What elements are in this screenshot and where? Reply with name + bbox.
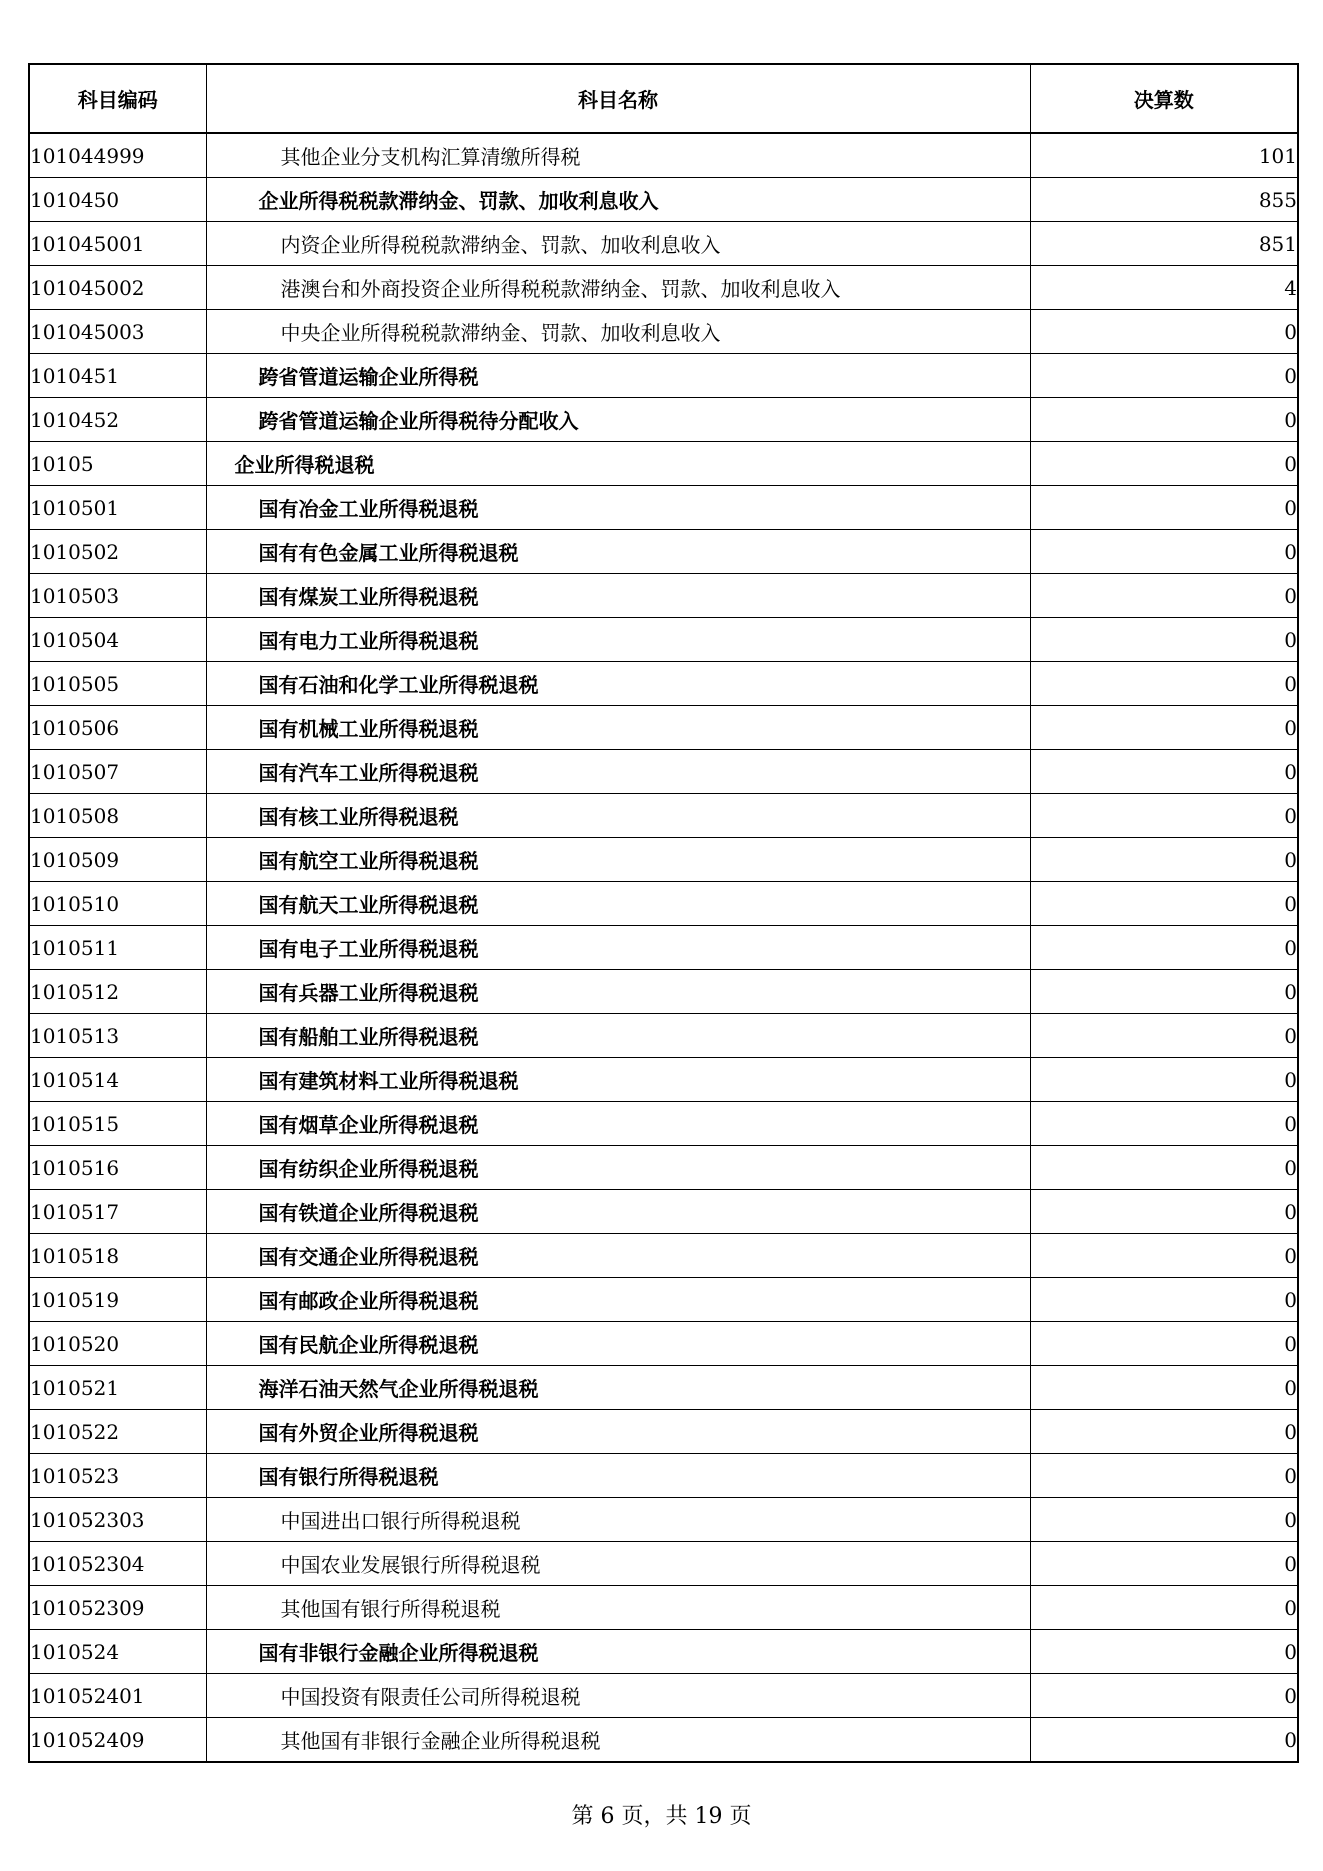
table-row [29, 1498, 1298, 1542]
column-header-amount: 决算数 [1030, 64, 1298, 133]
row-amount-cell: 0 [1030, 1014, 1298, 1058]
row-amount-cell: 0 [1030, 1630, 1298, 1674]
row-name-cell: 跨省管道运输企业所得税待分配收入 [206, 398, 1030, 442]
table-row [29, 266, 1298, 310]
row-amount-cell: 0 [1030, 1366, 1298, 1410]
table-row [29, 706, 1298, 750]
row-name-cell: 企业所得税税款滞纳金、罚款、加收利息收入 [206, 178, 1030, 222]
table-row [29, 1014, 1298, 1058]
row-amount-cell: 0 [1030, 794, 1298, 838]
row-code-cell: 1010451 [29, 354, 206, 398]
row-amount-cell: 0 [1030, 750, 1298, 794]
table-row [29, 1058, 1298, 1102]
row-name-cell: 国有邮政企业所得税退税 [206, 1278, 1030, 1322]
row-name-cell: 跨省管道运输企业所得税 [206, 354, 1030, 398]
row-amount-cell: 0 [1030, 310, 1298, 354]
row-amount-cell: 0 [1030, 1498, 1298, 1542]
row-amount-cell: 0 [1030, 1542, 1298, 1586]
table-row [29, 354, 1298, 398]
table-row [29, 1322, 1298, 1366]
table-row [29, 1278, 1298, 1322]
table-row [29, 1586, 1298, 1630]
row-code-cell: 1010518 [29, 1234, 206, 1278]
row-amount-cell: 0 [1030, 838, 1298, 882]
budget-table [28, 63, 1299, 1763]
table-body [29, 133, 1298, 1762]
row-name-cell: 国有航空工业所得税退税 [206, 838, 1030, 882]
row-code-cell: 1010510 [29, 882, 206, 926]
table-row [29, 882, 1298, 926]
row-amount-cell: 0 [1030, 1190, 1298, 1234]
row-name-cell: 国有兵器工业所得税退税 [206, 970, 1030, 1014]
row-name-cell: 其他国有银行所得税退税 [206, 1586, 1030, 1630]
row-name-cell: 国有银行所得税退税 [206, 1454, 1030, 1498]
row-code-cell: 1010515 [29, 1102, 206, 1146]
row-code-cell: 1010509 [29, 838, 206, 882]
row-code-cell: 101044999 [29, 133, 206, 178]
row-code-cell: 1010452 [29, 398, 206, 442]
table-row [29, 222, 1298, 266]
table-row [29, 1674, 1298, 1718]
row-code-cell: 101045001 [29, 222, 206, 266]
table-row [29, 1542, 1298, 1586]
row-code-cell: 101052401 [29, 1674, 206, 1718]
row-amount-cell: 0 [1030, 1718, 1298, 1763]
row-amount-cell: 0 [1030, 530, 1298, 574]
table-row [29, 1102, 1298, 1146]
row-amount-cell: 0 [1030, 926, 1298, 970]
table-row [29, 1146, 1298, 1190]
row-name-cell: 中国农业发展银行所得税退税 [206, 1542, 1030, 1586]
row-amount-cell: 851 [1030, 222, 1298, 266]
table-row [29, 1366, 1298, 1410]
row-amount-cell: 0 [1030, 398, 1298, 442]
row-code-cell: 1010503 [29, 574, 206, 618]
row-code-cell: 101052309 [29, 1586, 206, 1630]
row-name-cell: 国有机械工业所得税退税 [206, 706, 1030, 750]
row-name-cell: 国有石油和化学工业所得税退税 [206, 662, 1030, 706]
row-amount-cell: 0 [1030, 1454, 1298, 1498]
table-row [29, 1234, 1298, 1278]
column-header-code: 科目编码 [29, 64, 206, 133]
row-code-cell: 1010506 [29, 706, 206, 750]
table-row [29, 442, 1298, 486]
table-row [29, 178, 1298, 222]
row-name-cell: 国有烟草企业所得税退税 [206, 1102, 1030, 1146]
row-name-cell: 国有煤炭工业所得税退税 [206, 574, 1030, 618]
row-code-cell: 1010502 [29, 530, 206, 574]
page-footer: 第 6 页，共 19 页 [571, 1804, 752, 1829]
row-name-cell: 海洋石油天然气企业所得税退税 [206, 1366, 1030, 1410]
row-name-cell: 内资企业所得税税款滞纳金、罚款、加收利息收入 [206, 222, 1030, 266]
table-row [29, 838, 1298, 882]
row-amount-cell: 855 [1030, 178, 1298, 222]
row-name-cell: 国有汽车工业所得税退税 [206, 750, 1030, 794]
row-code-cell: 101052304 [29, 1542, 206, 1586]
row-amount-cell: 0 [1030, 1102, 1298, 1146]
row-name-cell: 中央企业所得税税款滞纳金、罚款、加收利息收入 [206, 310, 1030, 354]
row-name-cell: 国有非银行金融企业所得税退税 [206, 1630, 1030, 1674]
row-code-cell: 101045003 [29, 310, 206, 354]
row-name-cell: 国有电力工业所得税退税 [206, 618, 1030, 662]
row-code-cell: 1010504 [29, 618, 206, 662]
row-amount-cell: 0 [1030, 1058, 1298, 1102]
row-name-cell: 其他国有非银行金融企业所得税退税 [206, 1718, 1030, 1763]
table-row [29, 574, 1298, 618]
row-name-cell: 国有交通企业所得税退税 [206, 1234, 1030, 1278]
row-amount-cell: 0 [1030, 1586, 1298, 1630]
row-amount-cell: 0 [1030, 1234, 1298, 1278]
row-amount-cell: 4 [1030, 266, 1298, 310]
row-name-cell: 国有电子工业所得税退税 [206, 926, 1030, 970]
row-name-cell: 国有纺织企业所得税退税 [206, 1146, 1030, 1190]
table-row [29, 662, 1298, 706]
row-code-cell: 1010501 [29, 486, 206, 530]
row-name-cell: 国有冶金工业所得税退税 [206, 486, 1030, 530]
table-row [29, 1630, 1298, 1674]
row-amount-cell: 0 [1030, 882, 1298, 926]
row-amount-cell: 0 [1030, 354, 1298, 398]
row-code-cell: 1010520 [29, 1322, 206, 1366]
table-row [29, 1718, 1298, 1763]
row-amount-cell: 0 [1030, 1278, 1298, 1322]
row-code-cell: 1010521 [29, 1366, 206, 1410]
row-name-cell: 国有船舶工业所得税退税 [206, 1014, 1030, 1058]
table-row [29, 1454, 1298, 1498]
table-row [29, 926, 1298, 970]
table-row [29, 794, 1298, 838]
table-row [29, 750, 1298, 794]
row-name-cell: 其他企业分支机构汇算清缴所得税 [206, 133, 1030, 178]
table-row [29, 133, 1298, 178]
row-name-cell: 国有建筑材料工业所得税退税 [206, 1058, 1030, 1102]
row-name-cell: 国有铁道企业所得税退税 [206, 1190, 1030, 1234]
row-amount-cell: 0 [1030, 662, 1298, 706]
row-code-cell: 1010505 [29, 662, 206, 706]
table-row [29, 970, 1298, 1014]
table-header-row [29, 64, 1298, 133]
row-code-cell: 1010516 [29, 1146, 206, 1190]
table-row [29, 530, 1298, 574]
row-code-cell: 101045002 [29, 266, 206, 310]
row-name-cell: 国有外贸企业所得税退税 [206, 1410, 1030, 1454]
row-code-cell: 1010507 [29, 750, 206, 794]
row-code-cell: 1010523 [29, 1454, 206, 1498]
row-amount-cell: 0 [1030, 706, 1298, 750]
row-amount-cell: 0 [1030, 1410, 1298, 1454]
row-name-cell: 港澳台和外商投资企业所得税税款滞纳金、罚款、加收利息收入 [206, 266, 1030, 310]
row-name-cell: 中国投资有限责任公司所得税退税 [206, 1674, 1030, 1718]
row-code-cell: 1010508 [29, 794, 206, 838]
table-row [29, 310, 1298, 354]
row-amount-cell: 0 [1030, 1146, 1298, 1190]
row-amount-cell: 0 [1030, 1322, 1298, 1366]
row-name-cell: 国有航天工业所得税退税 [206, 882, 1030, 926]
row-code-cell: 1010511 [29, 926, 206, 970]
table-row [29, 398, 1298, 442]
table-row [29, 1410, 1298, 1454]
row-code-cell: 101052303 [29, 1498, 206, 1542]
row-code-cell: 1010522 [29, 1410, 206, 1454]
row-code-cell: 1010450 [29, 178, 206, 222]
row-code-cell: 1010514 [29, 1058, 206, 1102]
row-code-cell: 1010519 [29, 1278, 206, 1322]
row-name-cell: 国有有色金属工业所得税退税 [206, 530, 1030, 574]
row-code-cell: 1010517 [29, 1190, 206, 1234]
row-name-cell: 国有核工业所得税退税 [206, 794, 1030, 838]
row-code-cell: 1010512 [29, 970, 206, 1014]
table-row [29, 1190, 1298, 1234]
table-row [29, 486, 1298, 530]
table-row [29, 618, 1298, 662]
row-amount-cell: 0 [1030, 970, 1298, 1014]
row-name-cell: 国有民航企业所得税退税 [206, 1322, 1030, 1366]
row-code-cell: 1010513 [29, 1014, 206, 1058]
column-header-name: 科目名称 [206, 64, 1030, 133]
row-name-cell: 中国进出口银行所得税退税 [206, 1498, 1030, 1542]
row-code-cell: 10105 [29, 442, 206, 486]
row-amount-cell: 0 [1030, 1674, 1298, 1718]
row-amount-cell: 0 [1030, 486, 1298, 530]
row-amount-cell: 101 [1030, 133, 1298, 178]
row-code-cell: 1010524 [29, 1630, 206, 1674]
row-amount-cell: 0 [1030, 442, 1298, 486]
row-code-cell: 101052409 [29, 1718, 206, 1763]
row-name-cell: 企业所得税退税 [206, 442, 1030, 486]
row-amount-cell: 0 [1030, 618, 1298, 662]
row-amount-cell: 0 [1030, 574, 1298, 618]
